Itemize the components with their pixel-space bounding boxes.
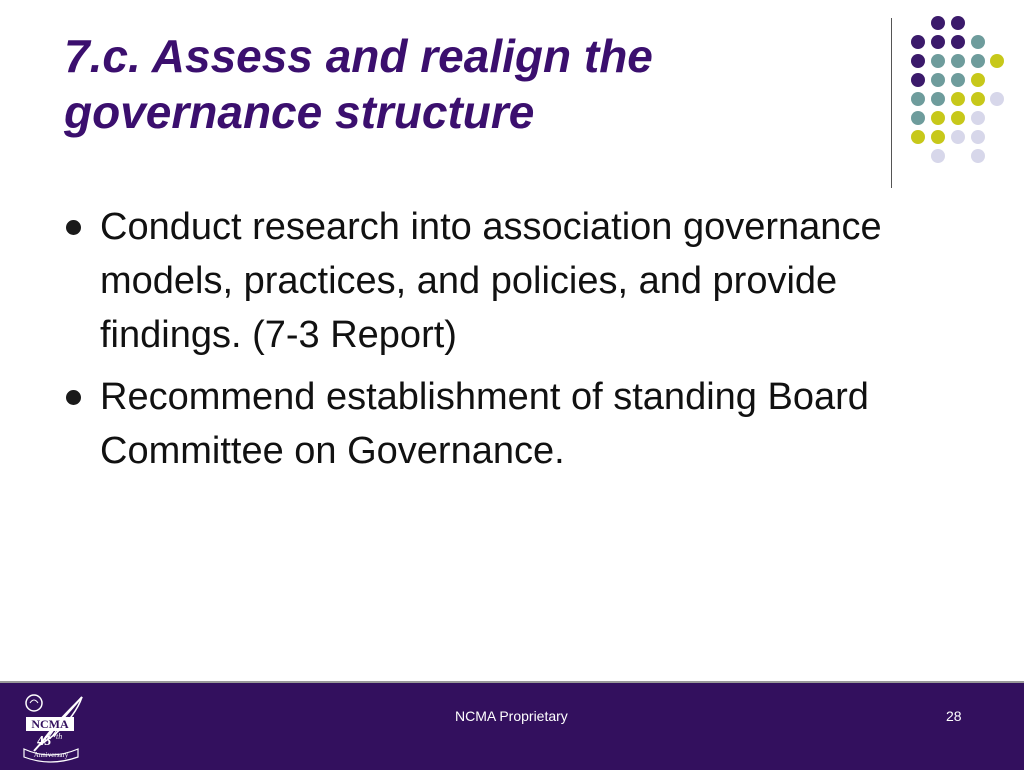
decorative-dot xyxy=(951,54,965,68)
decorative-dot xyxy=(931,111,945,125)
decorative-dot xyxy=(990,54,1004,68)
decorative-dot xyxy=(931,130,945,144)
bullet-text: Recommend establishment of standing Board Committee on Governance. xyxy=(100,376,869,472)
decorative-dot xyxy=(971,130,985,144)
decorative-dot xyxy=(931,54,945,68)
bullet-icon xyxy=(66,220,81,235)
decorative-dot xyxy=(971,111,985,125)
decorative-dot xyxy=(931,92,945,106)
decorative-dot xyxy=(911,111,925,125)
bullet-icon xyxy=(66,390,81,405)
page-number: 28 xyxy=(946,708,962,724)
decorative-dot xyxy=(931,73,945,87)
decorative-dot xyxy=(951,73,965,87)
ncma-logo-icon xyxy=(20,689,96,765)
decorative-dot xyxy=(971,54,985,68)
decorative-dot xyxy=(911,54,925,68)
footer-proprietary-label: NCMA Proprietary xyxy=(455,708,568,724)
decorative-dot xyxy=(951,16,965,30)
decorative-dot xyxy=(971,92,985,106)
decorative-dot xyxy=(971,73,985,87)
bullet-text: Conduct research into association governance models, practices, and policies, and provide findings. (7-3 Report) xyxy=(100,206,882,356)
svg-text:Anniversary: Anniversary xyxy=(33,751,69,759)
decorative-dot xyxy=(911,130,925,144)
decorative-dot xyxy=(911,73,925,87)
decorative-dot xyxy=(951,111,965,125)
bullet-item xyxy=(64,200,984,362)
decorative-dot xyxy=(951,130,965,144)
decorative-dot xyxy=(931,35,945,49)
svg-text:th: th xyxy=(56,732,63,741)
decorative-dot xyxy=(911,35,925,49)
decorative-dot xyxy=(931,16,945,30)
decorative-dot xyxy=(931,149,945,163)
decorative-dot xyxy=(951,92,965,106)
svg-text:NCMA: NCMA xyxy=(31,717,69,731)
slide-footer xyxy=(0,681,1024,770)
decorative-dot xyxy=(971,149,985,163)
decorative-divider-line xyxy=(891,18,892,188)
decorative-dot xyxy=(951,35,965,49)
decorative-dot xyxy=(971,35,985,49)
bullet-item xyxy=(64,370,984,478)
decorative-dot xyxy=(911,92,925,106)
slide-title: 7.c. Assess and realign the governance structure xyxy=(64,30,653,138)
decorative-dot xyxy=(990,92,1004,106)
bullet-list xyxy=(64,200,984,486)
svg-text:45: 45 xyxy=(37,734,51,749)
